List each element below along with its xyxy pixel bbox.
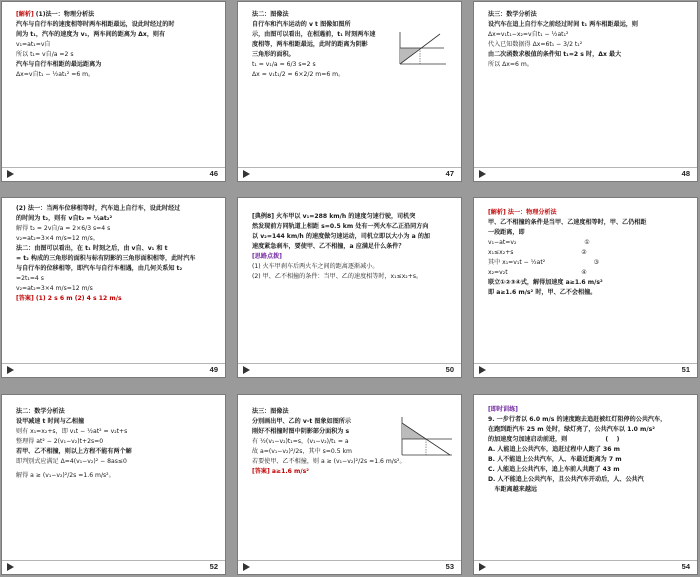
slide-thumbnail-52[interactable] (1, 394, 226, 575)
slide-footer (238, 167, 461, 181)
slide-footer (2, 560, 225, 574)
page-number: 52 (209, 562, 218, 571)
slide-content (16, 10, 217, 161)
play-icon[interactable] (242, 170, 251, 178)
slide-footer (2, 363, 225, 377)
line: 一段距离，即 (488, 229, 525, 236)
page-number: 46 (209, 169, 218, 178)
line: 9. 一步行者以 6.0 m/s 的速度跑去追赶被红灯阻停的公共汽车， (488, 416, 667, 423)
line: v₂=at₂=3×4 m/s=12 m/s (16, 285, 93, 292)
line: (2) 甲、乙不相撞的条件：当甲、乙的速度相等时，x₁≤x₂+s。 (252, 273, 423, 280)
line: 间为 t₁，汽车的速度为 v₁，两车间的距离为 Δx，则有 (16, 31, 166, 38)
line: 故 a=(v₁−v₂)²/2s，其中 s=0.5 km (252, 448, 352, 455)
play-icon[interactable] (6, 170, 15, 178)
line: 法二：图像法 (252, 11, 289, 18)
page-number: 51 (681, 365, 690, 374)
line: Δx=v自t₁ − ½at₁² =6 m。 (16, 71, 95, 78)
page-number: 48 (681, 169, 690, 178)
line: 法三：图像法 (252, 408, 289, 415)
line: 解得 t₂ = 2v自/a = 2×6/3 s=4 s (16, 225, 111, 232)
line: 则有 x₁=x₂+s，即 v₁t − ½at² = v₂t+s (16, 428, 128, 435)
line: 有 ½(v₁−v₂)t₁=s，(v₁−v₂)/t₁ = a (252, 438, 349, 445)
play-icon[interactable] (6, 563, 15, 571)
line: 即 a≥1.6 m/s² 时，甲、乙不会相撞。 (488, 289, 597, 296)
slide-thumbnail-46[interactable] (1, 1, 226, 182)
play-icon[interactable] (242, 366, 251, 374)
slide-footer (474, 560, 697, 574)
slide-footer (238, 560, 461, 574)
slide-thumbnail-47[interactable] (237, 1, 462, 182)
slide-thumbnail-54[interactable] (473, 394, 698, 575)
slide-footer (238, 363, 461, 377)
slide-content (16, 407, 217, 554)
page-number: 49 (209, 365, 218, 374)
option-b: B. 人不能追上公共汽车，人、车最近距离为 7 m (488, 456, 622, 463)
line: 法二：数学分析法 (16, 408, 65, 415)
line: 若要使甲、乙不相撞，则 a ≥ (v₁−v₂)²/2s =1.6 m/s²。 (252, 458, 406, 465)
slide-content (252, 212, 453, 357)
play-icon[interactable] (242, 563, 251, 571)
play-icon[interactable] (478, 366, 487, 374)
line: 所以 Δx=6 m。 (488, 61, 533, 68)
line: =2t₁=4 s (16, 275, 44, 282)
page-number: 47 (445, 169, 454, 178)
play-icon[interactable] (6, 366, 15, 374)
analysis-tag: [解析] 法一：物理分析法 (488, 209, 557, 216)
vt-graph-icon (398, 415, 454, 459)
play-icon[interactable] (478, 563, 487, 571)
answer-line: [答案] (1) 2 s 6 m (2) 4 s 12 m/s (16, 295, 122, 302)
line: 自行车和汽车运动的 v t 图像如图所 (252, 21, 351, 28)
answer-line: [答案] a≥1.6 m/s² (252, 468, 309, 475)
slide-thumbnail-50[interactable] (237, 197, 462, 378)
analysis-tag: [解析] (16, 11, 34, 18)
line: 与自行车的位移相等，即汽车与自行车相遇，由几何关系知 t₂ (16, 265, 183, 272)
line: = t₂ 构成的三角形的面积与标有阴影的三角形面积相等，此时汽车 (16, 255, 196, 262)
practice-tag: [即时训练] (488, 406, 518, 413)
line: v₂=at₂=3×4 m/s=12 m/s。 (16, 235, 99, 242)
page-number: 53 (445, 562, 454, 571)
line: 设甲减速 t 时间与乙相撞 (16, 418, 85, 425)
slide-thumbnail-48[interactable] (473, 1, 698, 182)
line: 三角形的面积。 (252, 51, 295, 58)
line: t₁ = v₁/a = 6/3 s=2 s (252, 61, 316, 68)
option-d-cont: 车距离越来越远 (488, 486, 538, 493)
line: (1) 火车甲刹车后两火车之间的距离逐渐减小。 (252, 263, 379, 270)
slide-content (488, 405, 689, 554)
line: 汽车与自行车的速度相等时两车相距最远，设此时经过的时 (16, 21, 175, 28)
line: 联立①②③④式，解得加速度 a≥1.6 m/s² (488, 279, 603, 286)
line: 由二次函数求极值的条件知 t₁=2 s 时，Δx 最大 (488, 51, 622, 58)
line: 的时间为 t₂，则有 v自t₂ = ½at₂² (16, 215, 113, 222)
slide-thumbnail-51[interactable] (473, 197, 698, 378)
line: (2) 法一：当两车位移相等时，汽车追上自行车，设此时经过 (16, 205, 181, 212)
line: 设汽车在追上自行车之前经过时间 t₁ 两车相距最远，则 (488, 21, 638, 28)
slide-content (488, 10, 689, 161)
slide-footer (474, 167, 697, 181)
line: 分别画出甲、乙的 v-t 图象如图所示 (252, 418, 351, 425)
line: 即判别式应满足 Δ=4(v₁−v₂)² − 8as≤0 (16, 458, 127, 465)
page-number: 50 (445, 365, 454, 374)
option-a: A. 人能追上公共汽车，追赶过程中人跑了 36 m (488, 446, 620, 453)
play-icon[interactable] (478, 170, 487, 178)
line: 其中 x₁=v₁t − ½at² ③ (488, 259, 600, 266)
page-number: 54 (681, 562, 690, 571)
line: x₂=v₂t ④ (488, 269, 587, 276)
line: 解得 a ≥ (v₁−v₂)²/2s =1.6 m/s²。 (16, 472, 115, 479)
slide-content (488, 208, 689, 357)
line: x₁≤x₂+s ② (488, 249, 587, 256)
slide-thumbnail-53[interactable] (237, 394, 462, 575)
line: v₁−at=v₂ ① (488, 239, 590, 246)
line: [典例8] 火车甲以 v₁=288 km/h 的速度匀速行驶，司机突 (252, 213, 416, 220)
slide-content (16, 204, 217, 357)
line: Δx = v₁t₁/2 = 6×2/2 m=6 m。 (252, 71, 345, 78)
vt-graph-icon (396, 30, 448, 68)
line: 整理得 at² − 2(v₁−v₂)t+2s=0 (16, 438, 104, 445)
line: 法三：数学分析法 (488, 11, 537, 18)
line: 速度紧急刹车，要使甲、乙不相撞，a 应满足什么条件？ (252, 243, 405, 250)
line: (1)法一：物理分析法 (35, 11, 95, 18)
line: 汽车与自行车相距的最远距离为 (16, 61, 102, 68)
line: 若甲、乙不相撞，则以上方程不能有两个解 (16, 448, 132, 455)
hint-tag: [思路点拨] (252, 253, 282, 260)
line: 的加速度匀加速启动前进，则 ( ) (488, 436, 620, 443)
line: 度相等，两车相距最远，此时的距离为阴影 (252, 41, 368, 48)
option-d: D. 人不能追上公共汽车，且公共汽车开动后，人、公共汽 (488, 476, 644, 483)
line: 甲、乙不相撞的条件是当甲、乙速度相等时，甲、乙仍相距 (488, 219, 647, 226)
line: 所以 t₁= v自/a =2 s (16, 51, 74, 58)
slide-footer (474, 363, 697, 377)
line: 代入已知数据得 Δx=6t₁ − 3/2 t₁² (488, 41, 583, 48)
slide-footer (2, 167, 225, 181)
line: 在跑到距汽车 25 m 处时，绿灯亮了，公共汽车以 1.0 m/s² (488, 426, 655, 433)
line: 然发现前方同轨道上相距 s=0.5 km 处有一列火车乙正沿同方向 (252, 223, 429, 230)
line: 示，由图可以看出，在相遇前，t₁ 时刻两车速 (252, 31, 376, 38)
line: 法二：由图可以看出，在 t₁ 时刻之后，由 v自、v₁ 和 t (16, 245, 168, 252)
option-c: C. 人能追上公共汽车，追上车前人共跑了 43 m (488, 466, 620, 473)
line: v₁=at₁=v自 (16, 41, 51, 48)
slide-thumbnail-49[interactable] (1, 197, 226, 378)
line: 刚好不相撞时图中阴影部分面积为 s (252, 428, 350, 435)
line: 以 v₂=144 km/h 的速度做匀速运动，司机立即以大小为 a 的加 (252, 233, 431, 240)
line: Δx=v₁t₁−x₂=v自t₁ − ½at₁² (488, 31, 569, 38)
